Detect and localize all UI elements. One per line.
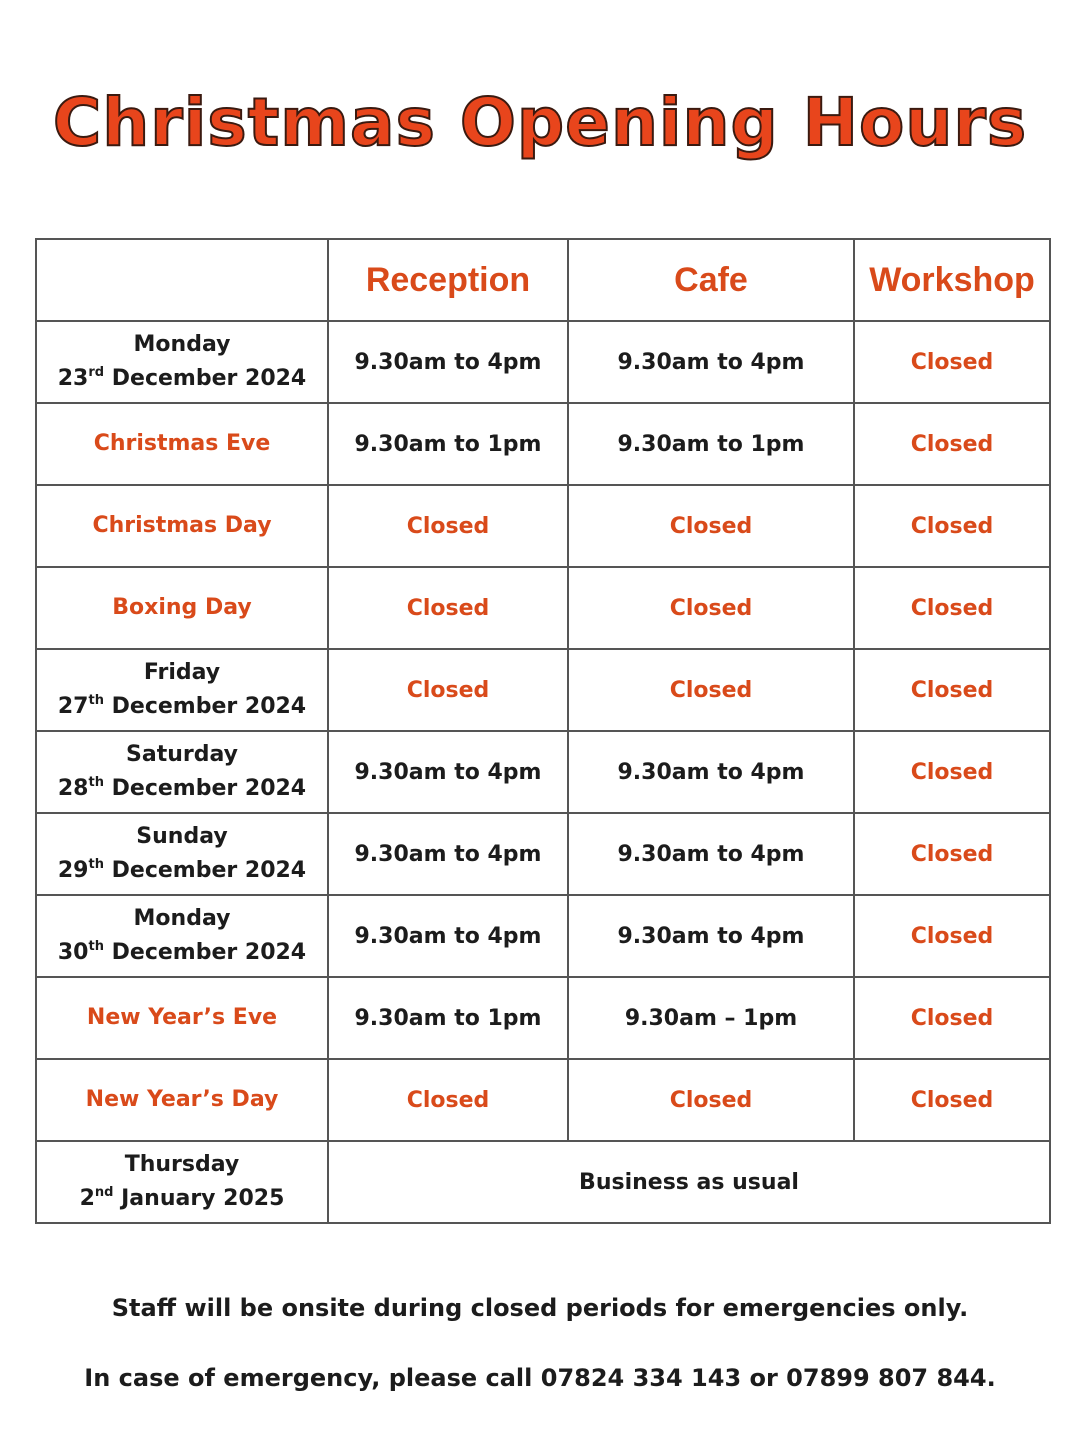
weekday-label: Monday [133, 906, 231, 931]
cafe-hours: Closed [568, 567, 854, 649]
cafe-hours: 9.30am to 4pm [568, 321, 854, 403]
cafe-hours: 9.30am to 4pm [568, 731, 854, 813]
month-year: January 2025 [121, 1186, 285, 1211]
month-year: December 2024 [111, 776, 307, 801]
workshop-hours: Closed [854, 977, 1050, 1059]
day-suffix: th [88, 775, 104, 790]
table-row [36, 567, 1050, 649]
table-row [36, 731, 1050, 813]
cafe-hours: 9.30am to 4pm [568, 813, 854, 895]
cafe-hours: 9.30am to 1pm [568, 403, 854, 485]
table-row [36, 1141, 1050, 1223]
month-year: December 2024 [111, 694, 307, 719]
workshop-hours: Closed [854, 567, 1050, 649]
day-number: 2 [79, 1186, 95, 1211]
holiday-label: New Year’s Eve [36, 977, 328, 1059]
table-row [36, 977, 1050, 1059]
opening-hours-table [35, 238, 1051, 1224]
day-cell [36, 813, 328, 895]
reception-hours: 9.30am to 4pm [328, 895, 568, 977]
table-row [36, 1059, 1050, 1141]
workshop-hours: Closed [854, 895, 1050, 977]
reception-hours: Closed [328, 649, 568, 731]
reception-hours: 9.30am to 4pm [328, 731, 568, 813]
cafe-hours: 9.30am – 1pm [568, 977, 854, 1059]
holiday-label: New Year’s Day [36, 1059, 328, 1141]
reception-hours: 9.30am to 1pm [328, 977, 568, 1059]
workshop-hours: Closed [854, 1059, 1050, 1141]
table-row [36, 649, 1050, 731]
day-cell [36, 1141, 328, 1223]
cafe-hours: 9.30am to 4pm [568, 895, 854, 977]
emergency-contact-note: In case of emergency, please call 07824 334 143 or 07899 807 844. [84, 1364, 996, 1392]
header-empty-cell [36, 239, 328, 321]
workshop-hours: Closed [854, 649, 1050, 731]
staff-onsite-note: Staff will be onsite during closed periods for emergencies only. [111, 1294, 969, 1322]
day-cell [36, 321, 328, 403]
reception-hours: Closed [328, 1059, 568, 1141]
day-number: 27 [57, 694, 89, 719]
weekday-label: Friday [143, 660, 221, 685]
workshop-hours: Closed [854, 321, 1050, 403]
reception-hours: 9.30am to 4pm [328, 813, 568, 895]
month-year: December 2024 [111, 366, 307, 391]
cafe-hours: Closed [568, 1059, 854, 1141]
day-suffix: th [88, 939, 104, 954]
business-as-usual-note: Business as usual [328, 1141, 1050, 1223]
day-number: 29 [57, 858, 89, 883]
table-row [36, 813, 1050, 895]
day-cell [36, 649, 328, 731]
day-suffix: nd [94, 1185, 114, 1200]
month-year: December 2024 [111, 858, 307, 883]
page-title: Christmas Opening Hours [52, 84, 1028, 161]
day-cell [36, 895, 328, 977]
table-header-row [36, 239, 1050, 321]
header-reception: Reception [328, 239, 568, 321]
cafe-hours: Closed [568, 649, 854, 731]
table-row [36, 895, 1050, 977]
reception-hours: Closed [328, 567, 568, 649]
reception-hours: 9.30am to 1pm [328, 403, 568, 485]
holiday-label: Christmas Day [36, 485, 328, 567]
header-cafe: Cafe [568, 239, 854, 321]
day-number: 30 [57, 940, 89, 965]
workshop-hours: Closed [854, 403, 1050, 485]
day-suffix: th [88, 693, 104, 708]
day-number: 28 [57, 776, 89, 801]
cafe-hours: Closed [568, 485, 854, 567]
weekday-label: Monday [133, 332, 231, 357]
day-number: 23 [57, 366, 89, 391]
workshop-hours: Closed [854, 485, 1050, 567]
workshop-hours: Closed [854, 731, 1050, 813]
weekday-label: Saturday [126, 742, 238, 767]
holiday-label: Christmas Eve [36, 403, 328, 485]
weekday-label: Sunday [136, 824, 228, 849]
workshop-hours: Closed [854, 813, 1050, 895]
reception-hours: 9.30am to 4pm [328, 321, 568, 403]
month-year: December 2024 [111, 940, 307, 965]
table-row [36, 403, 1050, 485]
day-suffix: th [88, 857, 104, 872]
table-row [36, 321, 1050, 403]
holiday-label: Boxing Day [36, 567, 328, 649]
day-suffix: rd [88, 365, 105, 380]
table-row [36, 485, 1050, 567]
header-workshop: Workshop [854, 239, 1050, 321]
reception-hours: Closed [328, 485, 568, 567]
day-cell [36, 731, 328, 813]
weekday-label: Thursday [124, 1152, 240, 1177]
